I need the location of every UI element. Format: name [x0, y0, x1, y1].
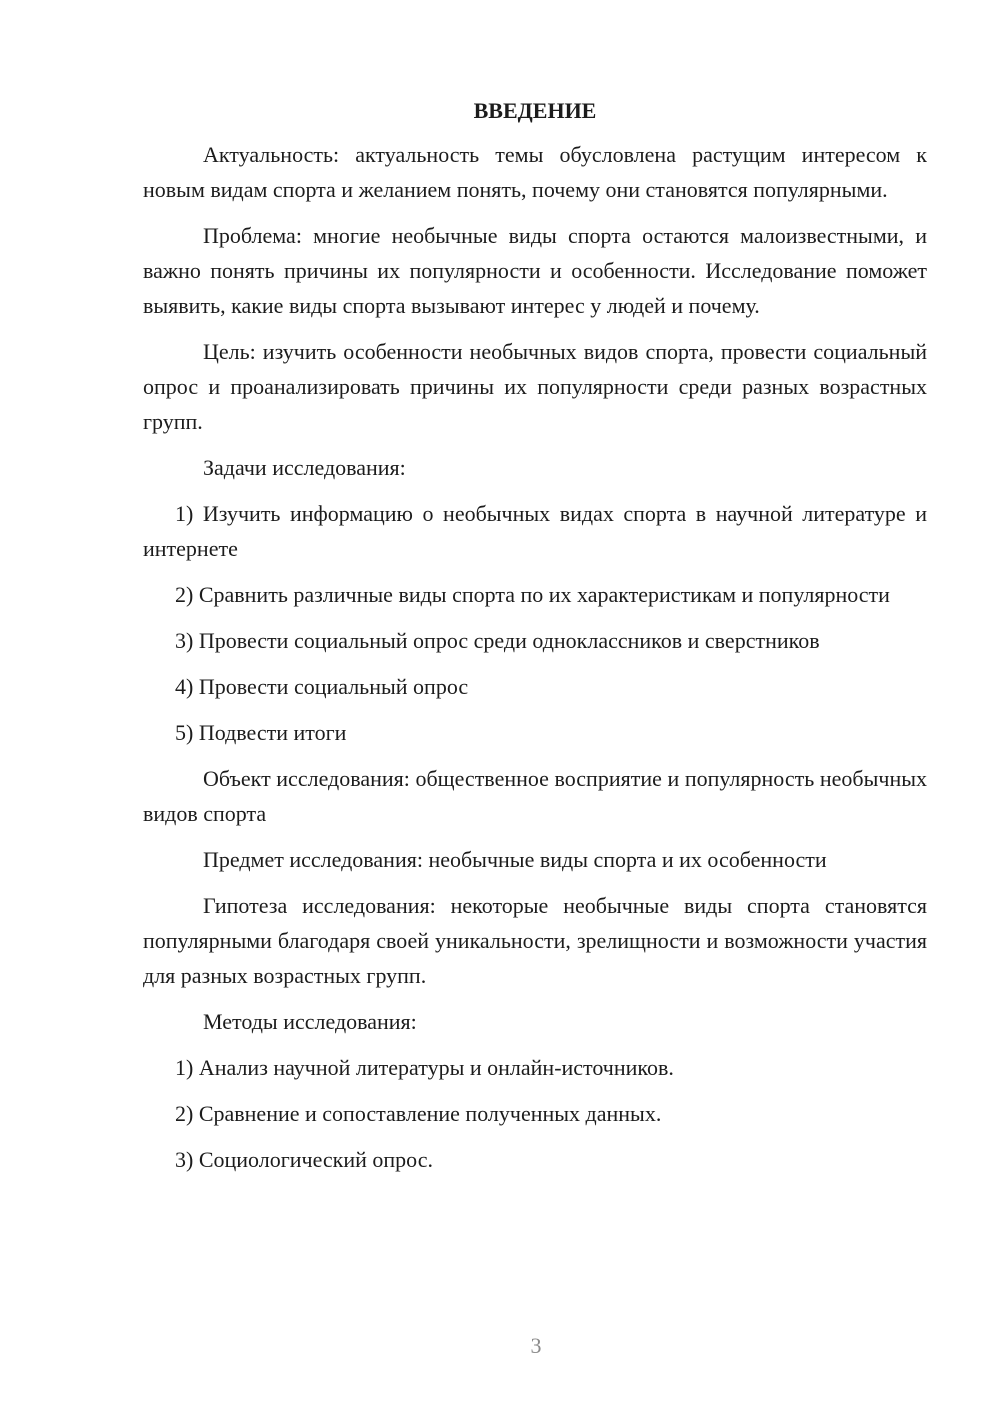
method-item: 3) Социологический опрос. — [175, 1147, 433, 1172]
hypothesis-paragraph: Гипотеза исследования: некоторые необычные виды спорта становятся популярными благодаря своей уникальности, зрелищности и возможности участия для разных возрастных групп. — [143, 893, 927, 988]
subject-paragraph: Предмет исследования: необычные виды спорта и их особенности — [203, 847, 827, 872]
object-paragraph: Объект исследования: общественное восприятие и популярность необычных видов спорта — [143, 766, 927, 826]
problem-paragraph: Проблема: многие необычные виды спорта остаются малоизвестными, и важно понять причины их популярности и особенности. Исследование поможет выявить, какие виды спорта вызывают интерес у людей и почему. — [143, 223, 927, 318]
task-item: 5) Подвести итоги — [175, 720, 347, 745]
methods-heading: Методы исследования: — [203, 1009, 417, 1034]
page-content — [143, 96, 927, 1188]
relevance-paragraph: Актуальность: актуальность темы обусловлена растущим интересом к новым видам спорта и желанием понять, почему они становятся популярными. — [143, 142, 927, 202]
task-item: 2) Сравнить различные виды спорта по их характеристикам и популярности — [175, 582, 890, 607]
task-item: 3) Провести социальный опрос среди одноклассников и сверстников — [175, 628, 820, 653]
page-number: 3 — [530, 1333, 542, 1358]
tasks-heading: Задачи исследования: — [203, 455, 406, 480]
method-item: 2) Сравнение и сопоставление полученных данных. — [175, 1101, 662, 1126]
task-item: 1) Изучить информацию о необычных видах спорта в научной литературе и интернете — [143, 501, 927, 561]
section-heading: ВВЕДЕНИЕ — [473, 98, 597, 123]
task-item: 4) Провести социальный опрос — [175, 674, 469, 699]
goal-paragraph: Цель: изучить особенности необычных видов спорта, провести социальный опрос и проанализировать причины их популярности среди разных возрастных групп. — [143, 339, 927, 434]
method-item: 1) Анализ научной литературы и онлайн-источников. — [175, 1055, 674, 1080]
